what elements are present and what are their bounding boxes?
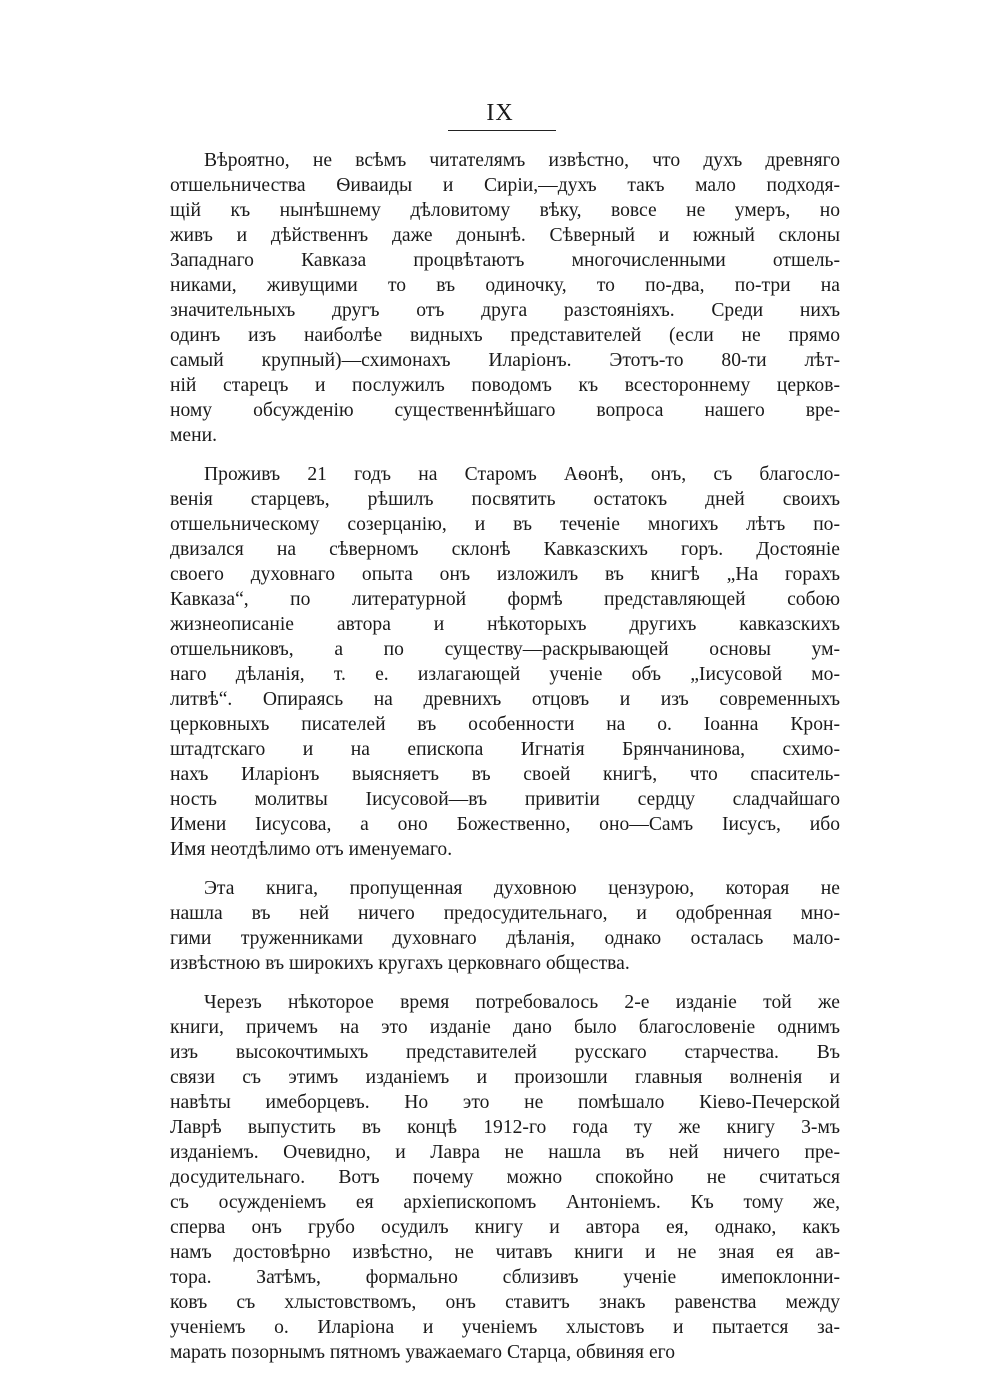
text-line: намъ достовѣрно извѣстно, не читавъ книги и не зная ея ав-	[170, 1242, 840, 1263]
text-line: жизнеописаніе автора и нѣкоторыхъ другихъ кавказскихъ	[170, 614, 840, 635]
text-line: навѣты имеборцевъ. Но это не помѣшало Кіево-Печерской	[170, 1092, 840, 1113]
header-rule	[448, 130, 556, 131]
text-line: своего духовнаго опыта онъ изложилъ въ книгѣ „На горахъ	[170, 564, 840, 585]
text-line: Кавказа“, по литературной формѣ представляющей собою	[170, 589, 840, 610]
text-line: живъ и дѣйственнъ даже донынѣ. Сѣверный и южный склоны	[170, 225, 840, 246]
text-line: гими труженниками духовнаго дѣланія, однако осталась мало-	[170, 928, 840, 949]
text-line: мени.	[170, 425, 217, 446]
text-line: ковъ съ хлыстовствомъ, онъ ставитъ знакъ равенства между	[170, 1292, 840, 1313]
text-line: ность молитвы Іисусовой—въ привитіи сердцу сладчайшаго	[170, 789, 840, 810]
text-line: книги, причемъ на это изданіе дано было благословеніе однимъ	[170, 1017, 840, 1038]
text-line: отшельничества Ѳиваиды и Сиріи,—духъ такъ мало подходя-	[170, 175, 840, 196]
paragraph	[170, 876, 840, 976]
text-line: досудительнаго. Вотъ почему можно спокойно не считаться	[170, 1167, 840, 1188]
page-number: IX	[486, 100, 514, 126]
text-line: церковныхъ писателей въ особенности на о. Іоанна Крон-	[170, 714, 840, 735]
text-line: Лаврѣ выпустить въ концѣ 1912-го года ту же книгу 3-мъ	[170, 1117, 840, 1138]
text-line: двизался на сѣверномъ склонѣ Кавказскихъ горъ. Достояніе	[170, 539, 840, 560]
text-line: сперва онъ грубо осудилъ книгу и автора ея, однако, какъ	[170, 1217, 840, 1238]
text-line: ученіемъ о. Иларіона и ученіемъ хлыстовъ и пытается за-	[170, 1317, 840, 1338]
text-line: извѣстною въ широкихъ кругахъ церковнаго общества.	[170, 953, 630, 974]
text-line: Проживъ 21 годъ на Старомъ Аѳонѣ, онъ, съ благосло-	[204, 464, 840, 485]
text-line: нахъ Иларіонъ выясняетъ въ своей книгѣ, что спаситель-	[170, 764, 840, 785]
text-line: Имени Іисусова, а оно Божественно, оно—Самъ Іисусъ, ибо	[170, 814, 840, 835]
text-line: нашла въ ней ничего предосудительнаго, и одобренная мно-	[170, 903, 840, 924]
text-line: Западнаго Кавказа процвѣтаютъ многочисленными отшель-	[170, 250, 840, 271]
text-line: значительныхъ другъ отъ друга разстояніяхъ. Среди нихъ	[170, 300, 840, 321]
text-line: изданіемъ. Очевидно, и Лавра не нашла въ ней ничего пре-	[170, 1142, 840, 1163]
paragraph	[170, 462, 840, 862]
body-text	[170, 148, 840, 1379]
text-line: Имя неотдѣлимо отъ именуемаго.	[170, 839, 453, 860]
paragraph	[170, 990, 840, 1365]
text-line: связи съ этимъ изданіемъ и произошли главныя волненія и	[170, 1067, 840, 1088]
text-line: одинъ изъ наиболѣе видныхъ представителей (если не прямо	[170, 325, 840, 346]
text-line: Эта книга, пропущенная духовною цензурою, которая не	[204, 878, 840, 899]
text-line: наго дѣланія, т. е. излагающей ученіе объ „Іисусовой мо-	[170, 664, 840, 685]
text-line: литвѣ“. Опираясь на древнихъ отцовъ и изъ современныхъ	[170, 689, 840, 710]
text-line: отшельническому созерцанію, и въ теченіе многихъ лѣтъ по-	[170, 514, 840, 535]
text-line: штадтскаго и на епископа Игнатія Брянчанинова, схимо-	[170, 739, 840, 760]
paragraph	[170, 148, 840, 448]
text-line: ному обсужденію существеннѣйшаго вопроса нашего вре-	[170, 400, 840, 421]
text-line: изъ высокочтимыхъ представителей русскаго старчества. Въ	[170, 1042, 840, 1063]
text-line: самый крупный)—схимонахъ Иларіонъ. Этотъ-то 80-ти лѣт-	[170, 350, 840, 371]
text-line: марать позорнымъ пятномъ уважаемаго Старца, обвиняя его	[170, 1342, 675, 1363]
text-line: Черезъ нѣкоторое время потребовалось 2-е изданіе той же	[204, 992, 840, 1013]
text-line: тора. Затѣмъ, формально сблизивъ ученіе имепоклонни-	[170, 1267, 840, 1288]
text-line: венія старцевъ, рѣшилъ посвятить остатокъ дней своихъ	[170, 489, 840, 510]
text-line: щій къ нынѣшнему дѣловитому вѣку, вовсе не умеръ, но	[170, 200, 840, 221]
text-line: ній старецъ и послужилъ поводомъ къ всестороннему церков-	[170, 375, 840, 396]
text-line: никами, живущими то въ одиночку, то по-два, по-три на	[170, 275, 840, 296]
text-line: отшельниковъ, а по существу—раскрывающей основы ум-	[170, 639, 840, 660]
text-line: Вѣроятно, не всѣмъ читателямъ извѣстно, что духъ древняго	[204, 150, 840, 171]
text-line: съ осужденіемъ ея архіепископомъ Антоніемъ. Къ тому же,	[170, 1192, 840, 1213]
